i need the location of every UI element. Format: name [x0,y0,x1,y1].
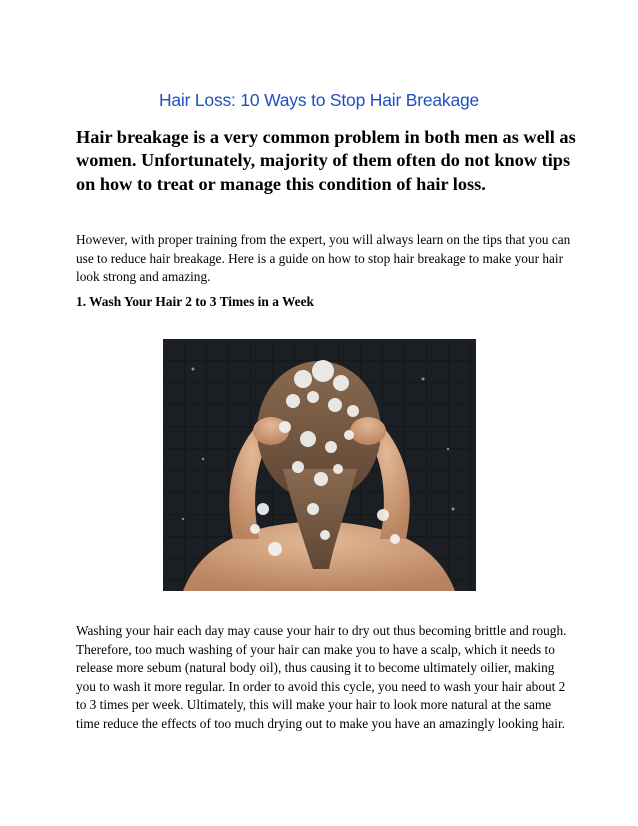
hair-washing-illustration [163,339,476,591]
intro-paragraph: However, with proper training from the expert, you will always learn on the tips that you can use to reduce hair breakage. Here is a guide on how to stop hair breakage to make your hair look strong and amazing. [76,232,571,284]
lead-paragraph: Hair breakage is a very common problem in both men as well as women. Unfortunately, majority of them often do not know tips on how to treat or manage this condition of hair loss. [76,127,576,194]
hair-washing-photo [163,339,476,591]
section-body-wash-hair: Washing your hair each day may cause your hair to dry out thus becoming brittle and rough. Therefore, too much washing of your hair can make you to have a scalp, which it needs to release more sebum (natural body oil), thus causing it to become ultimately oilier, making you to wash it more regular. In order to avoid this cycle, you need to wash your hair about 2 to 3 times per week. Ultimately, this will make your hair to look more natural at the same time reduce the effects of too much drying out to make you have an amazingly looking hair. [76,623,567,731]
section-heading-wash-hair: 1. Wash Your Hair 2 to 3 Times in a Week [76,294,314,309]
page-title: Hair Loss: 10 Ways to Stop Hair Breakage [158,90,480,110]
